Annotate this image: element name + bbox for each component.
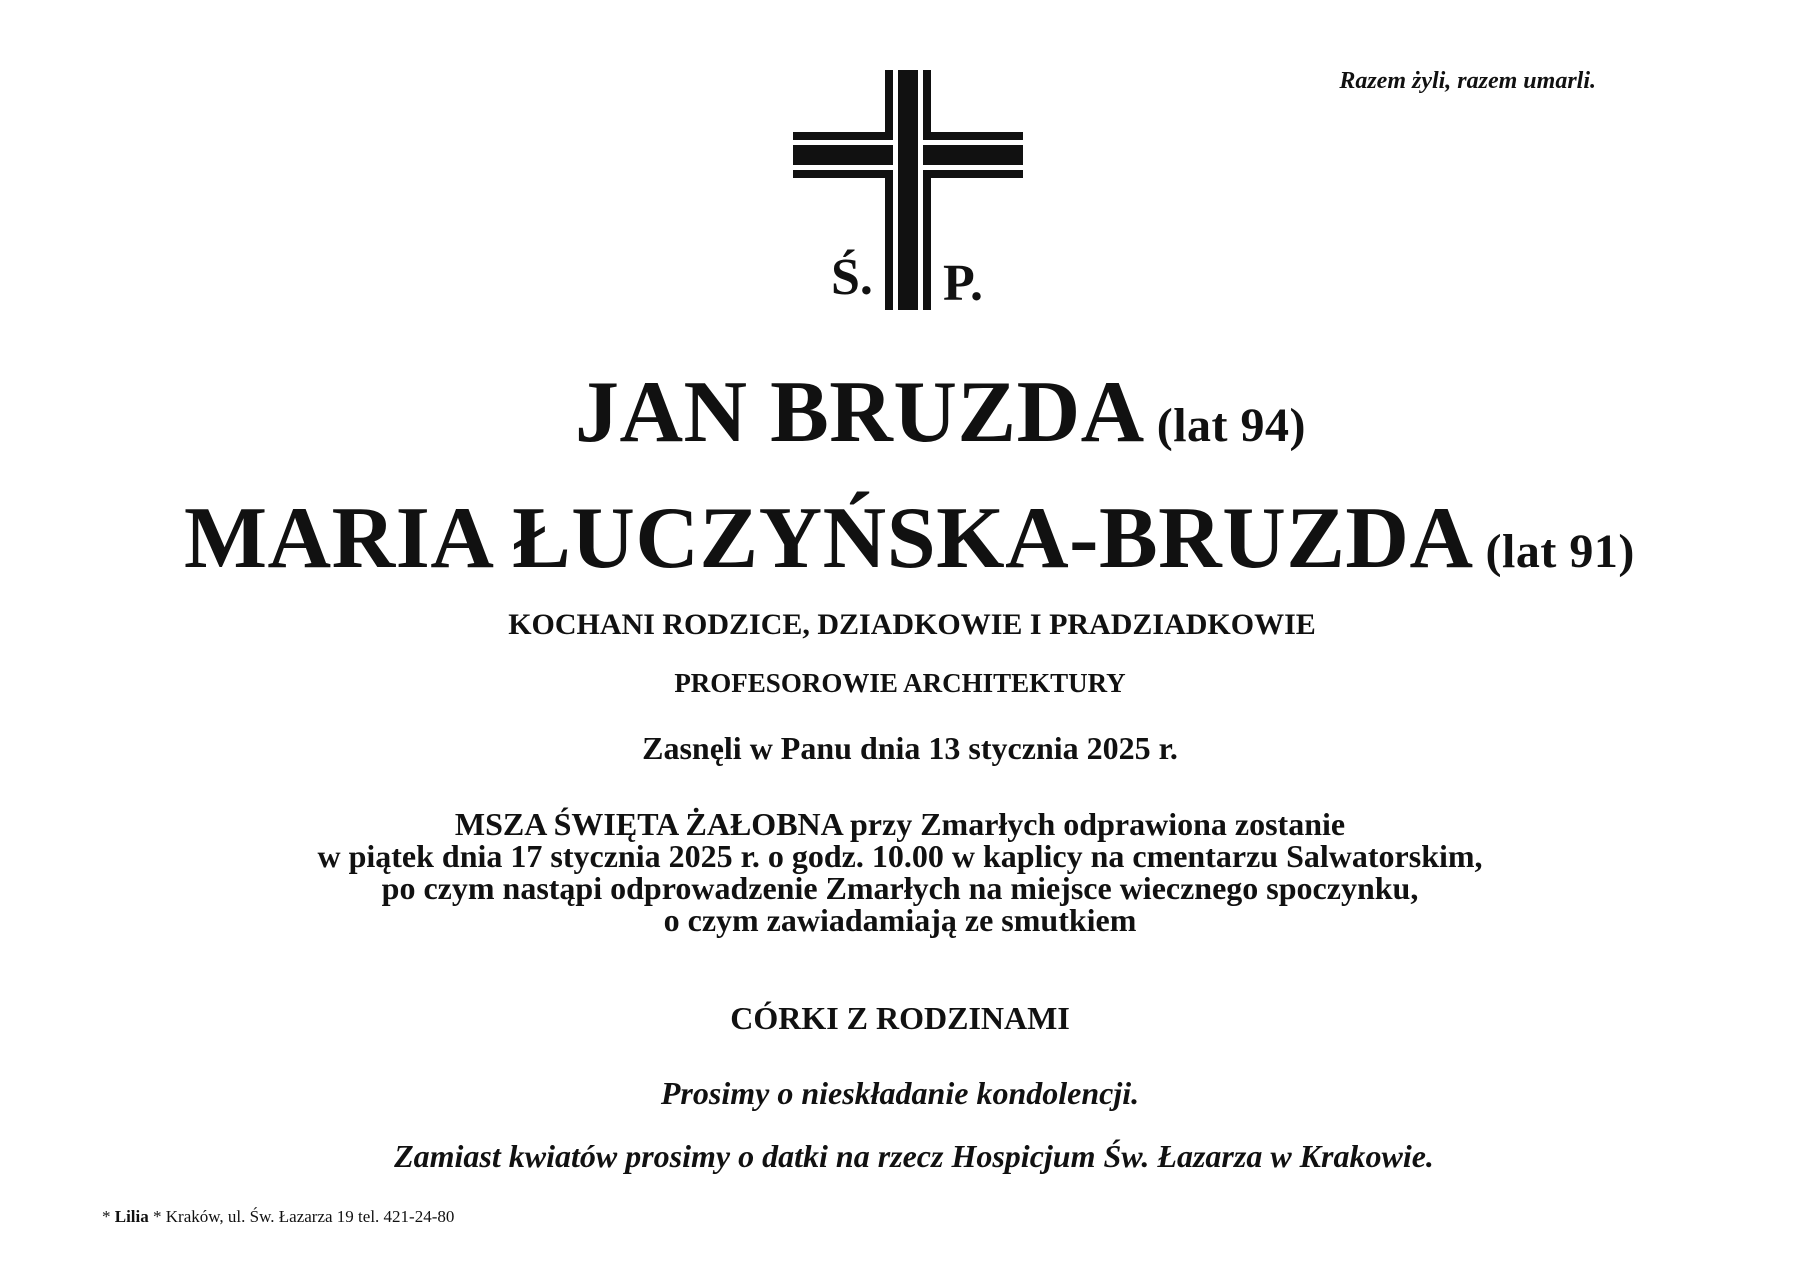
title-line: KOCHANI RODZICE, DZIADKOWIE I PRADZIADKOWIE [508,608,1316,641]
mourners-signature: CÓRKI Z RODZINAMI [730,1000,1070,1036]
cross-label-left: Ś. [831,249,873,306]
deceased-name-2-text: MARIA ŁUCZYŃSKA-BRUZDA [184,490,1474,587]
motto: Razem żyli, razem umarli. [1339,68,1596,94]
deceased-name-2 [184,488,1635,589]
condolences-request: Prosimy o nieskładanie kondolencji. [660,1075,1140,1111]
cross-icon [793,70,1023,310]
footer-company: Lilia [114,1207,149,1226]
footer-prefix: * [102,1207,115,1226]
donation-request: Zamiast kwiatów prosimy o datki na rzecz Hospicjum Św. Łazarza w Krakowie. [394,1138,1434,1174]
footer-address: * Kraków, ul. Św. Łazarza 19 tel. 421-24-80 [148,1207,455,1226]
profession-line: PROFESOROWIE ARCHITEKTURY [674,668,1126,698]
deceased-age-2: (lat 91) [1485,525,1635,578]
funeral-home-footer [102,1207,454,1227]
deceased-name-1-text: JAN BRUZDA [575,364,1145,461]
cross-label-right: P. [943,255,983,312]
death-date-line: Zasnęli w Panu dnia 13 stycznia 2025 r. [642,730,1178,766]
mass-line-1: MSZA ŚWIĘTA ŻAŁOBNA przy Zmarłych odprawiona zostanie [454,806,1346,842]
mass-line-2: w piątek dnia 17 stycznia 2025 r. o godz. 10.00 w kaplicy na cmentarzu Salwatorskim, [317,838,1483,874]
deceased-name-1 [575,362,1306,463]
deceased-age-1: (lat 94) [1156,399,1306,452]
funeral-mass-announcement [0,808,1800,936]
mass-line-4: o czym zawiadamiają ze smutkiem [663,902,1137,938]
mass-line-3: po czym nastąpi odprowadzenie Zmarłych na miejsce wiecznego spoczynku, [381,870,1419,906]
